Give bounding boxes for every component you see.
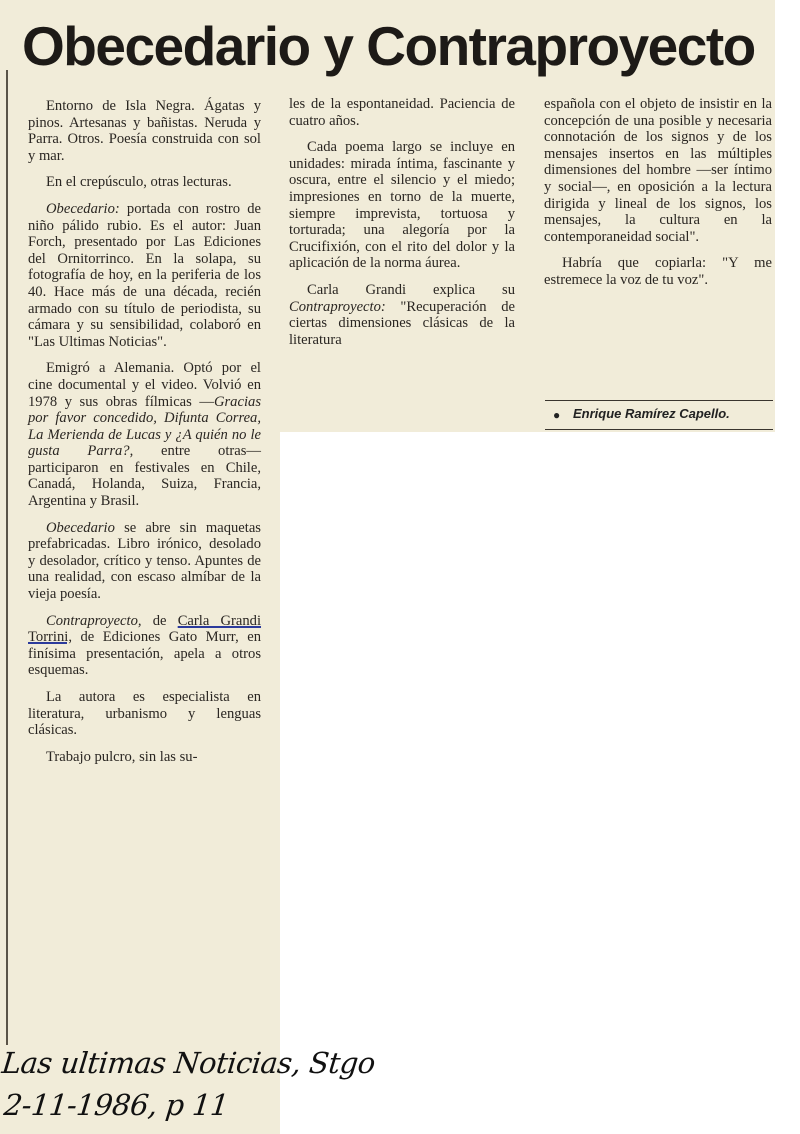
paragraph: Habría que copiarla: "Y me estremece la voz de tu voz". bbox=[544, 255, 772, 288]
byline bbox=[545, 400, 773, 430]
book-title: Obecedario bbox=[46, 519, 115, 536]
paragraph: española con el objeto de insistir en la concepción de una posible y necesaria connotación de los signos y de los mensajes insertos en las múltiples dimensiones del hombre —ser íntimo y social—, en oposición a la lectura dirigida y lineal de los signos, los mensajes, la cultura en la contemporaneidad social". bbox=[544, 96, 772, 245]
paragraph bbox=[28, 201, 261, 350]
article-column-2 bbox=[289, 96, 515, 358]
paragraph: les de la espontaneidad. Paciencia de cuatro años. bbox=[289, 96, 515, 129]
column-border-rule bbox=[6, 70, 8, 1045]
bullet-icon: ● bbox=[553, 408, 561, 422]
article-column-3 bbox=[544, 96, 772, 299]
handwritten-source: Las ultimas Noticias, Stgo bbox=[0, 1046, 377, 1080]
paragraph-text: Carla Grandi explica su bbox=[307, 281, 515, 298]
paragraph-text: "Recuperación de ciertas dimensiones clásicas de la literatura bbox=[289, 298, 515, 348]
paragraph-text: Emigró a Alemania. Optó por el cine documental y el video. Volvió en 1978 y sus obras fílmicas — bbox=[28, 360, 261, 410]
paragraph-text: portada con rostro de niño pálido rubio. Es el autor: Juan Forch, presentado por Las Ediciones del Ornitorrinco. En la solapa, su fotografía de hoy, en la periferia de los 40. Hace más de una década, recién armado con su título de periodista, su cámara y su sensibilidad, colaboró en "Las Ultimas Noticias". bbox=[28, 200, 261, 350]
article-column-1 bbox=[28, 98, 261, 775]
paragraph-text: se abre sin maquetas prefabricadas. Libro irónico, desolado y desolador, crítico y tenso. Apuntes de una realidad, con escaso almíbar de la vieja poesía. bbox=[28, 519, 261, 603]
paragraph bbox=[289, 282, 515, 348]
author-name: Enrique Ramírez Capello. bbox=[573, 406, 730, 421]
book-title: Contraproyecto: bbox=[289, 298, 386, 315]
paragraph: La autora es especialista en literatura, urbanismo y lenguas clásicas. bbox=[28, 689, 261, 739]
paragraph-text: de Ediciones Gato Murr, en finísima presentación, apela a otros esquemas. bbox=[28, 629, 261, 679]
handwritten-date: 2-11-1986, p 11 bbox=[2, 1088, 231, 1122]
paragraph bbox=[28, 360, 261, 509]
paragraph: En el crepúsculo, otras lecturas. bbox=[46, 174, 232, 191]
paragraph-text: entre otras— participaron en festivales en Chile, Canadá, Holanda, Suiza, Francia, Argentina y Brasil. bbox=[28, 443, 261, 510]
paragraph: Entorno de Isla Negra. Ágatas y pinos. Artesanas y bañistas. Neruda y Parra. Otros. Poesía construida con sol y mar. bbox=[28, 98, 261, 164]
paragraph bbox=[28, 613, 261, 679]
paragraph: Trabajo pulcro, sin las su- bbox=[46, 748, 198, 765]
book-title: Contraproyecto, bbox=[46, 612, 142, 629]
paragraph: Cada poema largo se incluye en unidades: mirada íntima, fascinante y oscura, entre el silencio y el miedo; impresiones en torno de la muerte, siempre imprevista, tortuosa y torturada; una alegoría por la Crucifixión, con el rito del dolor y la aplicación de la norma áurea. bbox=[289, 139, 515, 272]
film-titles: Gracias por favor concedido, Difunta Correa, La Merienda de Lucas y ¿A quién no le gusta Parra?, bbox=[28, 393, 261, 460]
book-title: Obecedario: bbox=[46, 200, 120, 217]
paragraph bbox=[28, 520, 261, 603]
underlined-author-name: Carla Grandi Torrini, bbox=[28, 612, 262, 646]
headline: Obecedario y Contraproyecto bbox=[22, 15, 755, 77]
paragraph-text: de bbox=[141, 612, 178, 629]
